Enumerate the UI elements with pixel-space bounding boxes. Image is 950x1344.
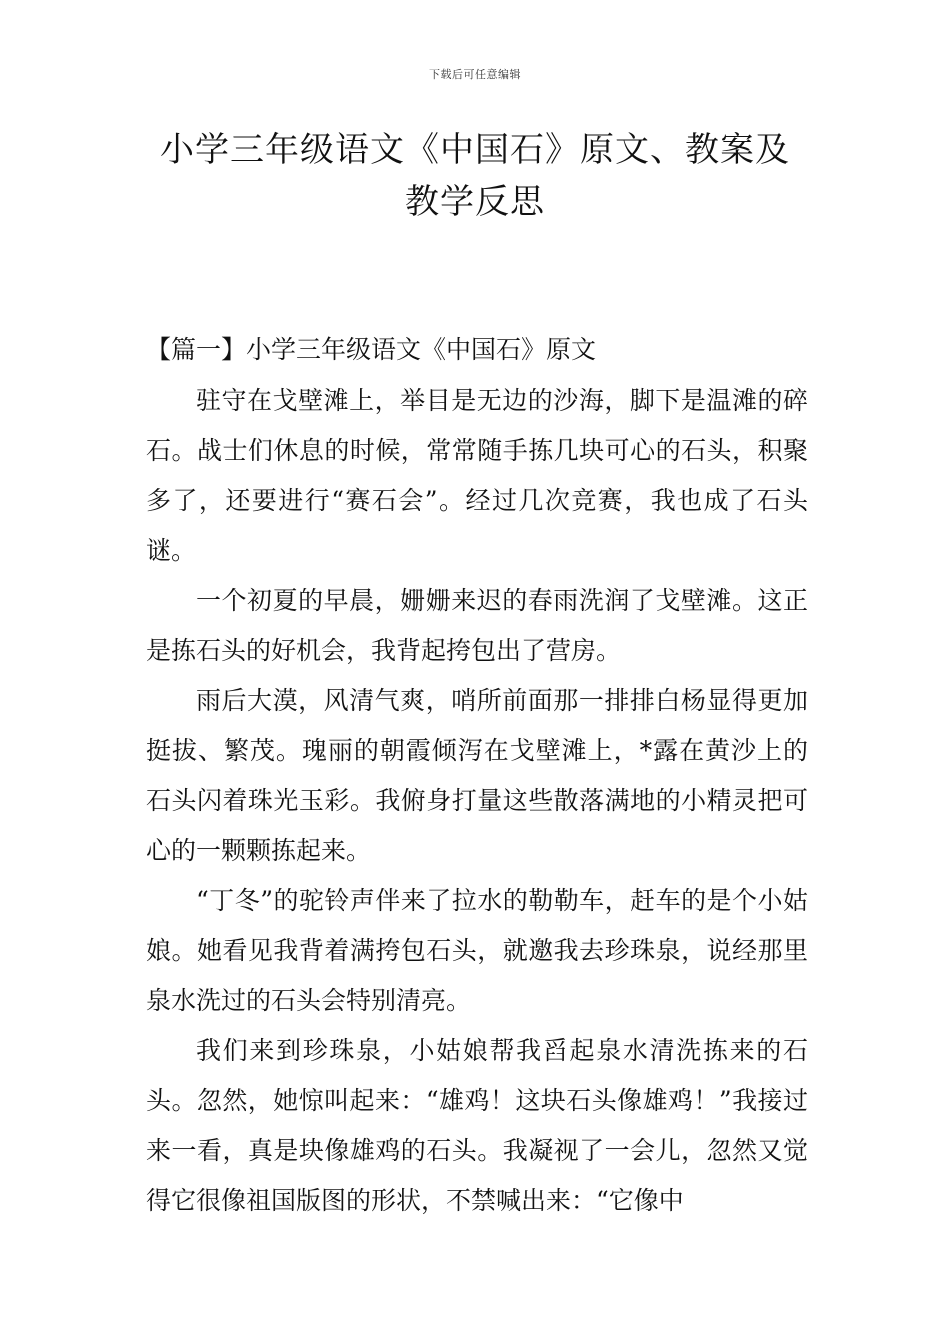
section-heading: 【篇一】小学三年级语文《中国石》原文 [146, 335, 597, 364]
document-title [130, 124, 820, 228]
paragraph: 雨后大漠，风清气爽，哨所前面那一排排白杨显得更加挺拔、繁茂。瑰丽的朝霞倾泻在戈壁滩上，*露在黄沙上的石头闪着珠光玉彩。我俯身打量这些散落满地的小精灵把可心的一颗颗拣起来。 [146, 686, 808, 865]
paragraph: 我们来到珍珠泉，小姑娘帮我舀起泉水清洗拣来的石头。忽然，她惊叫起来：“雄鸡！这块石头像雄鸡！”我接过来一看，真是块像雄鸡的石头。我凝视了一会儿，忽然又觉得它很像祖国版图的形状，不禁喊出来：“它像中 [146, 1036, 808, 1215]
title-line-1: 小学三年级语文《中国石》原文、教案及 [160, 130, 790, 170]
paragraph: “丁冬”的驼铃声伴来了拉水的勒勒车，赶车的是个小姑娘。她看见我背着满挎包石头，就邀我去珍珠泉，说经那里泉水洗过的石头会特别清亮。 [146, 886, 808, 1015]
paragraph: 一个初夏的早晨，姗姗来迟的春雨洗润了戈壁滩。这正是拣石头的好机会，我背起挎包出了营房。 [146, 586, 808, 665]
body-text [146, 376, 808, 1226]
paragraph: 驻守在戈壁滩上，举目是无边的沙海，脚下是温滩的碎石。战士们休息的时候，常常随手拣几块可心的石头，积聚多了，还要进行“赛石会”。经过几次竞赛，我也成了石头谜。 [146, 386, 808, 565]
title-line-2: 教学反思 [405, 182, 545, 222]
header-note: 下载后可任意编辑 [429, 68, 521, 81]
